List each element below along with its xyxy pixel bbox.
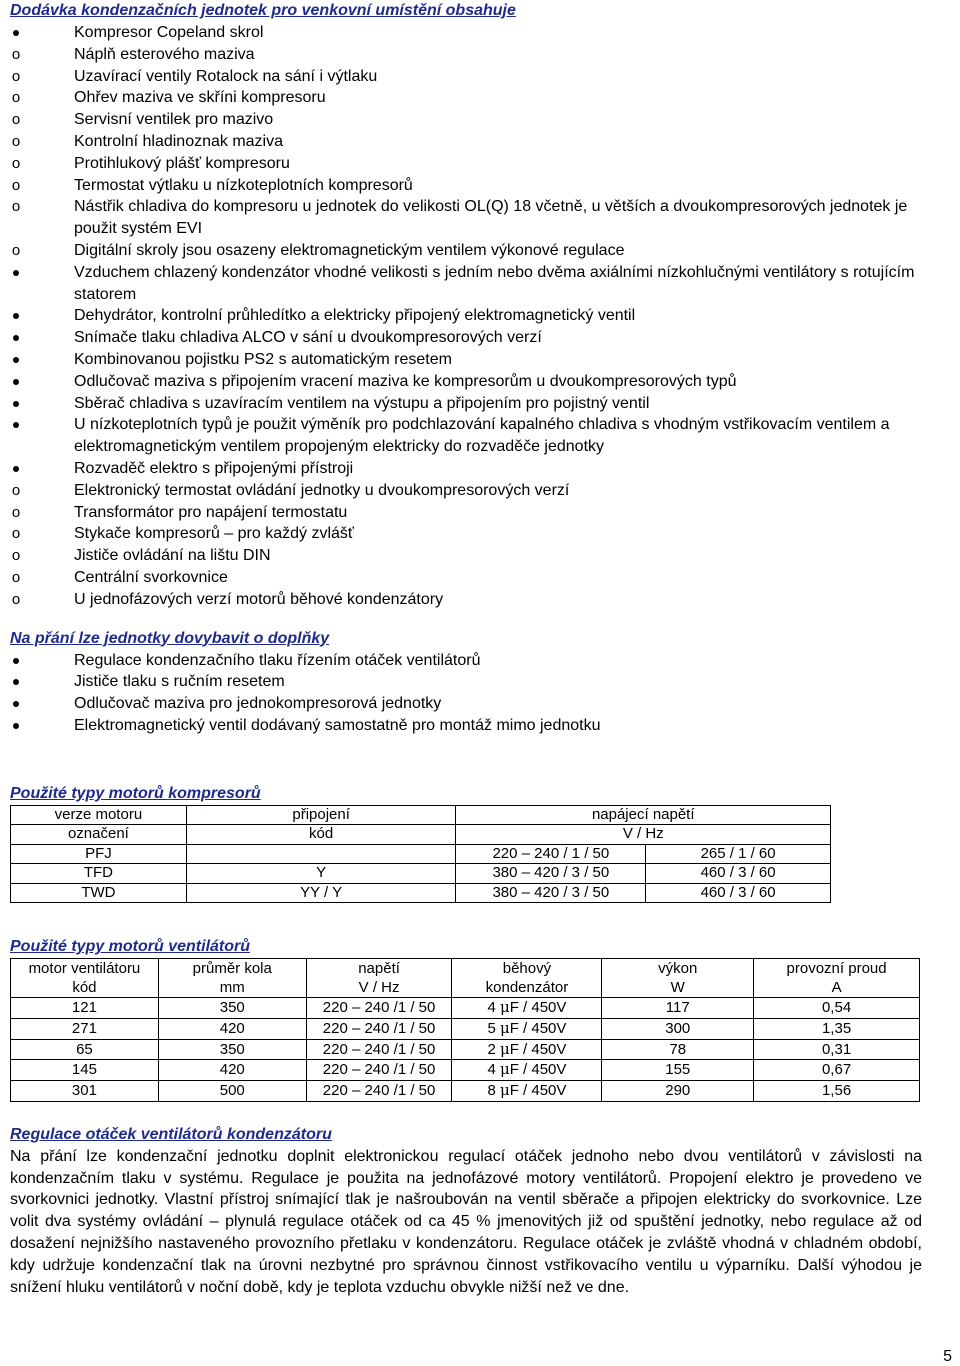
list-item-text: Rozvaděč elektro s připojenými přístroji	[74, 459, 354, 477]
header-line: průměr kola	[192, 960, 272, 978]
header-cell: připojení	[186, 805, 456, 825]
section-fan-speed-control	[10, 1124, 950, 1299]
sub-bullet-icon: o	[11, 568, 21, 586]
table-cell: 220 – 240 /1 / 50	[306, 1039, 452, 1060]
table-cell: 220 – 240 /1 / 50	[306, 1060, 452, 1081]
list-item	[10, 458, 950, 480]
table-header-row	[11, 959, 920, 998]
capacitor-cell	[452, 1039, 602, 1060]
table-cell: 0,67	[754, 1060, 920, 1081]
page-number: 5	[943, 1348, 952, 1365]
fan-speed-control-text: Na přání lze kondenzační jednotku doplnit elektronickou regulací otáček jednoho nebo dvou ventilátorů v závislosti na kondenzačním tlaku v systému. Regulace je použita na jednofázové motory ventilátorů. Propojení elektro je provedeno ve svorkovnici jednotky. Vlastní přístroj snímající tlak je našroubován na ventil sběrače a připojen elektricky do svorkovnice. Lze volit dva systémy ovládání – plynulá regulace otáček od ca 45 % jmenovitých již od spuštění jednotky, nebo regulace až od dosažení nejnižšího nastaveného provozního přetlaku v kondenzátoru. Regulace otáček je zvláště vhodná v chladném období, kdy udržuje kondenzační tlak na úrovni nezbytné pro správnou činnost vstřikovacího ventilu u výparníku. Další výhodou je snížení hluku ventilátorů v noční době, kdy je teplota vzduchu obvykle nižší než ve dne.	[10, 1147, 922, 1296]
list-item-text: Servisní ventilek pro mazivo	[74, 111, 274, 129]
list-item	[10, 414, 950, 458]
table-cell: 117	[602, 998, 754, 1019]
header-cell: V / Hz	[456, 825, 831, 845]
table-header-row	[11, 825, 831, 845]
header-line: kód	[72, 979, 97, 997]
header-cell	[754, 959, 920, 998]
table-row	[11, 883, 831, 903]
capacitor-value: 4	[487, 999, 496, 1017]
header-line: A	[831, 979, 842, 997]
list-item	[10, 671, 950, 693]
list-item	[10, 327, 950, 349]
sub-bullet-icon: o	[11, 503, 21, 521]
list-item	[10, 44, 950, 66]
sub-bullet-icon: o	[11, 89, 21, 107]
table-cell: 380 – 420 / 3 / 50	[456, 864, 646, 884]
list-item	[10, 693, 950, 715]
table-cell: YY / Y	[186, 883, 456, 903]
list-item-text: Snímače tlaku chladiva ALCO v sání u dvoukompresorových verzí	[74, 329, 542, 347]
list-item	[10, 371, 950, 393]
table-cell: 1,56	[754, 1081, 920, 1102]
header-line: výkon	[658, 960, 698, 978]
table-cell: 155	[602, 1060, 754, 1081]
table-cell: 301	[11, 1081, 159, 1102]
list-item	[10, 650, 950, 672]
table-cell: PFJ	[11, 844, 187, 864]
sub-bullet-icon: o	[11, 67, 21, 85]
sub-bullet-icon: o	[11, 481, 21, 499]
table-cell: 265 / 1 / 60	[646, 844, 831, 864]
list-item	[10, 305, 950, 327]
table-row	[11, 864, 831, 884]
capacitor-cell	[452, 1060, 602, 1081]
sub-bullet-icon: o	[11, 45, 21, 63]
delivery-list	[10, 22, 950, 611]
section-compressor-motors	[10, 783, 950, 904]
header-cell: napájecí napětí	[456, 805, 831, 825]
list-item	[10, 523, 950, 545]
list-item-text: Stykače kompresorů – pro každý zvlášť	[74, 525, 354, 543]
unit-prefix: μ	[499, 1060, 510, 1079]
list-item-text: Odlučovač maziva s připojením vracení maziva ke kompresorům u dvoukompresorových typů	[74, 372, 737, 390]
section-title-compressor-motors: Použité typy motorů kompresorů	[10, 784, 261, 802]
table-cell: 350	[158, 1039, 306, 1060]
table-row	[11, 1060, 920, 1081]
header-cell: kód	[186, 825, 456, 845]
list-item	[10, 153, 950, 175]
table-cell: 145	[11, 1060, 159, 1081]
table-cell: 271	[11, 1018, 159, 1039]
table-cell: TFD	[11, 864, 187, 884]
unit-prefix: μ	[499, 1039, 510, 1058]
list-item	[10, 393, 950, 415]
capacitor-value: 5	[487, 1019, 496, 1037]
unit-prefix: μ	[499, 1018, 510, 1037]
table-cell: 460 / 3 / 60	[646, 883, 831, 903]
unit-suffix: F / 450V	[509, 1082, 567, 1100]
header-line: provozní proud	[786, 960, 887, 978]
list-item	[10, 589, 950, 611]
header-line: běhový	[502, 960, 552, 978]
table-cell: 0,31	[754, 1039, 920, 1060]
section-title-fan-motors: Použité typy motorů ventilátorů	[10, 938, 251, 956]
unit-suffix: F / 450V	[509, 1019, 567, 1037]
list-item	[10, 87, 950, 109]
sub-bullet-icon: o	[11, 176, 21, 194]
table-row	[11, 1039, 920, 1060]
table-cell: 500	[158, 1081, 306, 1102]
table-cell: 460 / 3 / 60	[646, 864, 831, 884]
table-cell: 350	[158, 998, 306, 1019]
table-cell: 220 – 240 /1 / 50	[306, 998, 452, 1019]
sub-bullet-icon: o	[11, 132, 21, 150]
list-item-text: Regulace kondenzačního tlaku řízením otáček ventilátorů	[74, 651, 481, 669]
unit-prefix: μ	[499, 1081, 510, 1100]
table-cell: 300	[602, 1018, 754, 1039]
header-cell	[306, 959, 452, 998]
list-item-text: Elektronický termostat ovládání jednotky u dvoukompresorových verzí	[74, 481, 570, 499]
section-delivery	[10, 0, 950, 611]
header-line: napětí	[358, 960, 400, 978]
table-cell: 65	[11, 1039, 159, 1060]
table-row	[11, 998, 920, 1019]
capacitor-cell	[452, 998, 602, 1019]
list-item-text: Odlučovač maziva pro jednokompresorová jednotky	[74, 695, 442, 713]
list-item	[10, 715, 950, 737]
section-title-options: Na přání lze jednotky dovybavit o doplňky	[10, 629, 330, 647]
list-item	[10, 349, 950, 371]
list-item	[10, 22, 950, 44]
list-item-text: Termostat výtlaku u nízkoteplotních kompresorů	[74, 176, 413, 194]
table-cell: 78	[602, 1039, 754, 1060]
document-page	[10, 0, 950, 1298]
table-header-row	[11, 805, 831, 825]
unit-suffix: F / 450V	[509, 1040, 567, 1058]
table-cell: Y	[186, 864, 456, 884]
table-row	[11, 1081, 920, 1102]
list-item	[10, 545, 950, 567]
header-line: kondenzátor	[485, 979, 569, 997]
list-item-text: Kontrolní hladinoznak maziva	[74, 132, 284, 150]
capacitor-value: 8	[487, 1082, 496, 1100]
list-item	[10, 262, 950, 306]
list-item-text: Jističe tlaku s ručním resetem	[74, 673, 285, 691]
list-item	[10, 109, 950, 131]
table-cell: 420	[158, 1060, 306, 1081]
sub-bullet-icon: o	[11, 198, 21, 216]
list-item-text: U nízkoteplotních typů je použit výměník pro podchlazování kapalného chladiva s vhodným vstřikovacím ventilem a elektromagnetickým ventilem propojeným elektricky do rozvaděče jednotky	[74, 416, 890, 456]
table-cell	[186, 844, 456, 864]
sub-bullet-icon: o	[11, 111, 21, 129]
table-cell: 220 – 240 /1 / 50	[306, 1018, 452, 1039]
table-row	[11, 844, 831, 864]
options-list	[10, 650, 950, 737]
header-line: mm	[219, 979, 245, 997]
list-item-text: Nástřik chladiva do kompresoru u jednotek do velikosti OL(Q) 18 včetně, u větších a dvoukompresorových jednotek je použit systém EVI	[74, 198, 908, 238]
table-cell: 380 – 420 / 3 / 50	[456, 883, 646, 903]
capacitor-cell	[452, 1018, 602, 1039]
table-cell: 220 – 240 /1 / 50	[306, 1081, 452, 1102]
list-item-text: Kombinovanou pojistku PS2 s automatickým resetem	[74, 350, 452, 368]
header-line: W	[670, 979, 685, 997]
list-item-text: Sběrač chladiva s uzavíracím ventilem na výstupu a připojením pro pojistný ventil	[74, 394, 650, 412]
section-title-fan-speed-control: Regulace otáček ventilátorů kondenzátoru	[10, 1125, 332, 1143]
sub-bullet-icon: o	[11, 525, 21, 543]
header-cell	[602, 959, 754, 998]
table-cell: TWD	[11, 883, 187, 903]
header-cell	[11, 959, 159, 998]
sub-bullet-icon: o	[11, 154, 21, 172]
list-item-text: Jističe ovládání na lištu DIN	[74, 547, 271, 565]
list-item-text: Elektromagnetický ventil dodávaný samostatně pro montáž mimo jednotku	[74, 716, 601, 734]
capacitor-value: 2	[487, 1040, 496, 1058]
section-options	[10, 628, 950, 737]
header-cell	[158, 959, 306, 998]
list-item	[10, 480, 950, 502]
list-item-text: Dehydrátor, kontrolní průhledítko a elektricky připojený elektromagnetický ventil	[74, 307, 636, 325]
fan-motors-table	[10, 958, 920, 1102]
list-item	[10, 196, 950, 240]
sub-bullet-icon: o	[11, 547, 21, 565]
header-cell: verze motoru	[11, 805, 187, 825]
table-cell: 220 – 240 / 1 / 50	[456, 844, 646, 864]
sub-bullet-icon: o	[11, 590, 21, 608]
unit-suffix: F / 450V	[509, 999, 567, 1017]
table-cell: 0,54	[754, 998, 920, 1019]
unit-suffix: F / 450V	[509, 1061, 567, 1079]
sub-bullet-icon: o	[11, 241, 21, 259]
list-item-text: Digitální skroly jsou osazeny elektromagnetickým ventilem výkonové regulace	[74, 241, 625, 259]
table-cell: 121	[11, 998, 159, 1019]
list-item-text: Transformátor pro napájení termostatu	[74, 503, 348, 521]
list-item-text: Protihlukový plášť kompresoru	[74, 154, 290, 172]
section-fan-motors	[10, 936, 950, 1102]
capacitor-cell	[452, 1081, 602, 1102]
list-item-text: Ohřev maziva ve skříni kompresoru	[74, 89, 326, 107]
section-title-delivery: Dodávka kondenzačních jednotek pro venkovní umístění obsahuje	[10, 2, 516, 19]
list-item	[10, 502, 950, 524]
list-item-text: U jednofázových verzí motorů běhové kondenzátory	[74, 590, 444, 608]
list-item	[10, 131, 950, 153]
header-line: motor ventilátoru	[28, 960, 141, 978]
list-item	[10, 567, 950, 589]
list-item	[10, 240, 950, 262]
header-cell	[452, 959, 602, 998]
table-cell: 420	[158, 1018, 306, 1039]
list-item-text: Náplň esterového maziva	[74, 45, 255, 63]
list-item-text: Kompresor Copeland skrol	[74, 24, 264, 41]
header-cell: označení	[11, 825, 187, 845]
header-line: V / Hz	[358, 979, 400, 997]
list-item-text: Uzavírací ventily Rotalock na sání i výtlaku	[74, 67, 378, 85]
table-cell: 1,35	[754, 1018, 920, 1039]
capacitor-value: 4	[487, 1061, 496, 1079]
table-row	[11, 1018, 920, 1039]
unit-prefix: μ	[499, 998, 510, 1017]
list-item	[10, 175, 950, 197]
compressor-motors-table	[10, 805, 831, 904]
list-item-text: Vzduchem chlazený kondenzátor vhodné velikosti s jedním nebo dvěma axiálními nízkohlučnými ventilátory s rotujícím statorem	[74, 263, 915, 303]
table-cell: 290	[602, 1081, 754, 1102]
list-item	[10, 66, 950, 88]
list-item-text: Centrální svorkovnice	[74, 568, 228, 586]
